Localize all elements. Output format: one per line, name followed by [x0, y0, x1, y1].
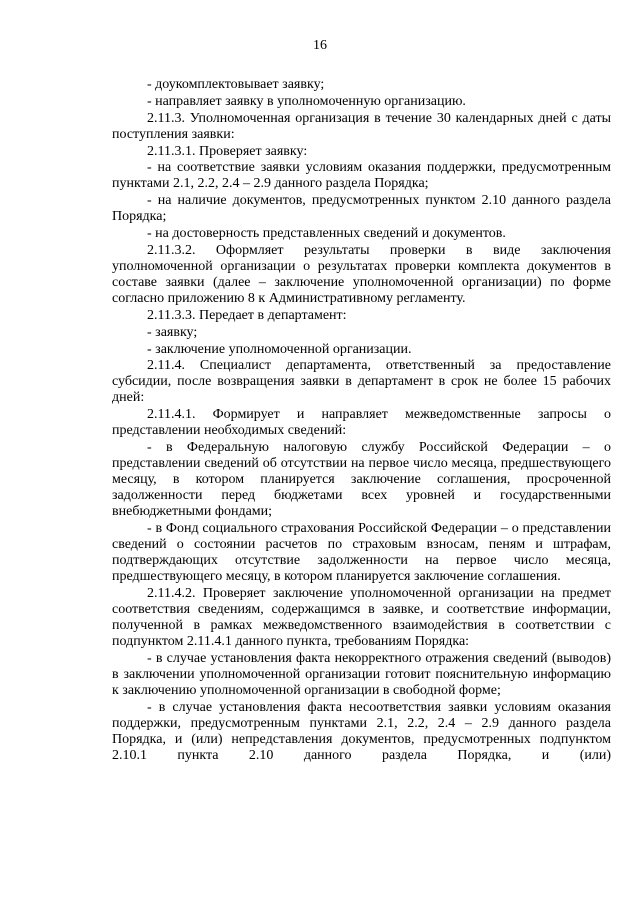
paragraph: - в случае установления факта некорректного отражения сведений (выводов) в заключении уполномоченной организации готовит пояснительную информацию к заключению уполномоченной организации в свободной форме;	[112, 650, 611, 698]
paragraph: - на соответствие заявки условиям оказания поддержки, предусмотренным пунктами 2.1, 2.2, 2.4 – 2.9 данного раздела Порядка;	[112, 160, 611, 192]
paragraph: - на наличие документов, предусмотренных пунктом 2.10 данного раздела Порядка;	[112, 193, 611, 225]
paragraph: 2.11.4. Специалист департамента, ответственный за предоставление субсидии, после возвращения заявки в департамент в срок не более 15 рабочих дней:	[112, 358, 611, 406]
paragraph: - на достоверность представленных сведений и документов.	[147, 226, 506, 242]
paragraph: - в Федеральную налоговую службу Российской Федерации – о представлении сведений об отсутствии на первое число месяца, предшествующего месяцу, в котором планируется заключение соглашения, просроченной задолженности перед бюджетами всех уровней и государственными внебюджетными фондами;	[112, 440, 611, 520]
paragraph: 2.11.4.2. Проверяет заключение уполномоченной организации на предмет соответствия сведениям, содержащимся в заявке, и соответствие информации, полученной в рамках межведомственного взаимодействия в соответствии с подпунктом 2.11.4.1 данного пункта, требованиям Порядка:	[112, 585, 611, 649]
page-number: 16	[313, 38, 327, 53]
paragraph: - в Фонд социального страхования Российской Федерации – о представлении сведений о состоянии расчетов по страховым взносам, пеням и штрафам, подтверждающих отсутствие задолженности на первое число месяца, предшествующего месяцу, в котором планируется заключение соглашения.	[112, 521, 611, 585]
paragraph: 2.11.3.2. Оформляет результаты проверки в виде заключения уполномоченной организации о результатах проверки комплекта документов в составе заявки (далее – заключение уполномоченной организации) по форме согласно приложению 8 к Административному регламенту.	[112, 243, 611, 307]
paragraph: - в случае установления факта несоответствия заявки условиям оказания поддержки, предусмотренным пунктами 2.1, 2.2, 2.4 – 2.9 данного раздела Порядка, и (или) непредставления документов, предусмотренных подпунктом 2.10.1 пункта 2.10 данного раздела Порядка, и (или)	[112, 699, 611, 763]
paragraph: 2.11.3.3. Передает в департамент:	[147, 307, 347, 323]
paragraph: 2.11.3. Уполномоченная организация в течение 30 календарных дней с даты поступления заявки:	[112, 110, 611, 142]
paragraph: 2.11.4.1. Формирует и направляет межведомственные запросы о представлении необходимых сведений:	[112, 407, 611, 439]
paragraph: - заключение уполномоченной организации.	[147, 341, 412, 357]
paragraph: 2.11.3.1. Проверяет заявку:	[147, 143, 308, 159]
paragraph: - направляет заявку в уполномоченную организацию.	[147, 93, 466, 109]
paragraph: - заявку;	[147, 324, 198, 340]
paragraph: - доукомплектовывает заявку;	[147, 77, 325, 92]
document-body	[112, 77, 611, 764]
